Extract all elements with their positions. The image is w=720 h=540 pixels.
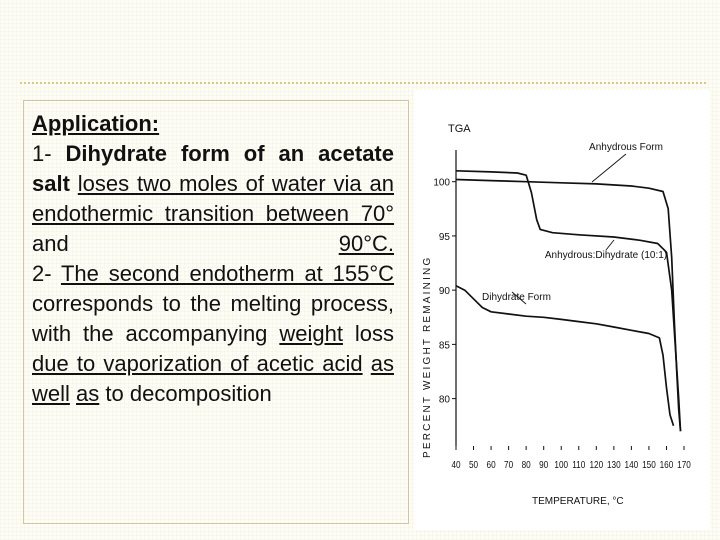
series-label: Anhydrous:Dihydrate (10:1) xyxy=(544,250,668,261)
point-2-decomposition: decomposition xyxy=(129,381,272,406)
point-2-as-1: as xyxy=(370,351,394,376)
y-tick-label: 80 xyxy=(438,394,450,406)
point-1 xyxy=(32,139,394,259)
point-1-bold: Dihydrate form of an acetate salt xyxy=(32,141,394,196)
point-2-text-d: due to vaporization of acetic acid xyxy=(32,351,363,376)
y-tick-label: 95 xyxy=(438,231,450,243)
x-tick-label: 130 xyxy=(607,459,621,471)
x-tick-label: 100 xyxy=(554,459,569,471)
series-leader-line xyxy=(606,240,614,250)
tga-figure xyxy=(414,90,710,530)
y-tick-label: 100 xyxy=(433,177,450,189)
x-tick-label: 160 xyxy=(659,459,674,471)
x-tick-label: 60 xyxy=(486,459,496,471)
series-line-1 xyxy=(456,180,681,432)
point-1-text-a: loses two moles of water via an endothermic transition between 70° xyxy=(32,171,394,226)
series-labels-group xyxy=(482,142,667,304)
tga-chart xyxy=(414,90,710,530)
y-axis-label: PERCENT WEIGHT REMAINING xyxy=(422,255,433,458)
y-tick-label: 90 xyxy=(438,286,450,298)
point-2 xyxy=(32,259,394,409)
text-box xyxy=(23,100,409,524)
series-label: Anhydrous Form xyxy=(589,142,663,153)
x-tick-label: 170 xyxy=(677,459,691,471)
text-content xyxy=(32,109,394,409)
point-2-as-2: as xyxy=(76,381,100,406)
x-tick-label: 50 xyxy=(468,459,479,471)
point-1-and: and xyxy=(32,231,69,256)
point-1-number: 1- xyxy=(32,141,52,166)
x-tick-label: 140 xyxy=(624,459,639,471)
point-2-weight: weight xyxy=(279,321,343,346)
decorative-divider xyxy=(20,82,706,84)
point-2-loss: loss xyxy=(354,321,394,346)
series-leader-line xyxy=(592,154,626,182)
y-tick-label: 85 xyxy=(438,340,450,352)
series-label: Dihydrate Form xyxy=(482,292,551,303)
slide-heading: Application: xyxy=(32,111,160,136)
point-2-to: to xyxy=(105,381,124,406)
axes-group xyxy=(433,150,691,470)
point-1-text-b: 90°C. xyxy=(338,231,394,256)
x-tick-label: 40 xyxy=(451,459,461,471)
point-2-well: well xyxy=(32,381,70,406)
chart-title: TGA xyxy=(448,123,471,135)
x-tick-label: 120 xyxy=(589,459,604,471)
point-2-text-a: The second endotherm at 155°C xyxy=(60,261,395,286)
x-axis-label: TEMPERATURE, °C xyxy=(532,496,624,507)
x-tick-label: 80 xyxy=(521,459,531,471)
x-tick-label: 70 xyxy=(504,459,514,471)
x-tick-label: 110 xyxy=(572,459,586,471)
x-tick-label: 150 xyxy=(642,459,656,471)
point-2-number: 2- xyxy=(32,261,52,286)
series-line-3 xyxy=(456,286,674,426)
x-tick-label: 90 xyxy=(539,459,549,471)
point-2-text-b: corresponds to the melting process, with the accompanying xyxy=(32,291,394,346)
